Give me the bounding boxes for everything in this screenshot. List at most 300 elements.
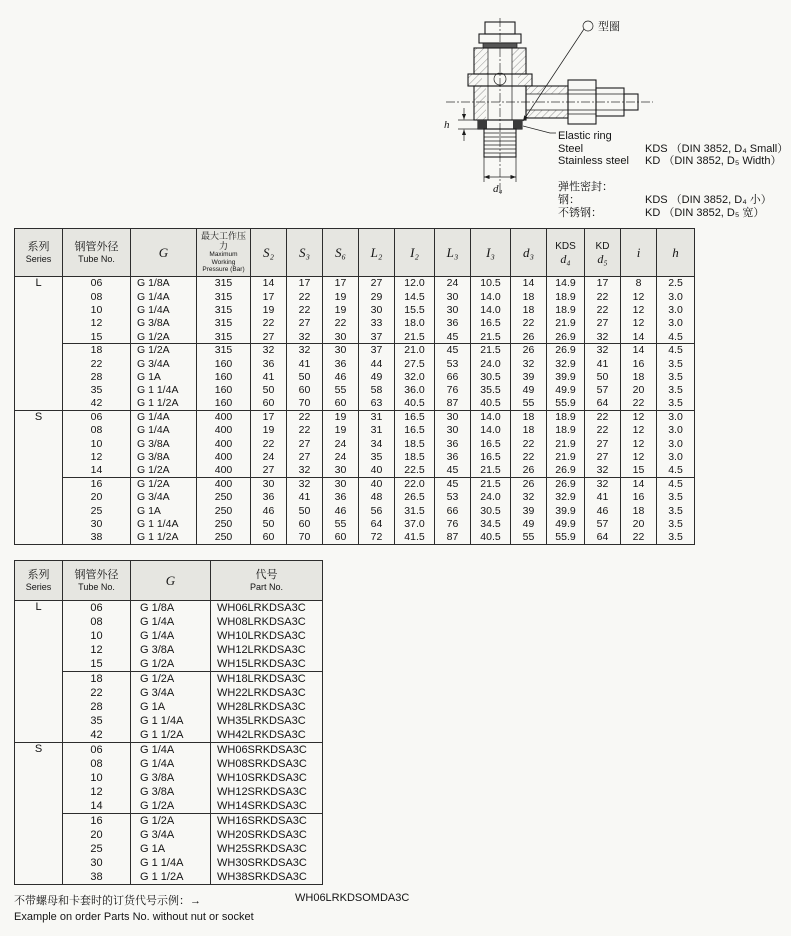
- col-l2: L₂: [359, 229, 395, 277]
- port-hatch: [526, 86, 568, 94]
- table-row: [15, 477, 695, 490]
- cell: 14.9: [547, 277, 585, 290]
- cell: 38: [63, 531, 131, 544]
- cell: 22: [287, 290, 323, 303]
- cell: 17: [323, 277, 359, 290]
- cell: 66: [435, 370, 471, 383]
- cell: 315: [197, 330, 251, 343]
- cell: 3.5: [657, 531, 695, 544]
- cell: 35: [359, 451, 395, 464]
- cell: 12: [621, 317, 657, 330]
- cell: 41: [251, 370, 287, 383]
- cell: 4.5: [657, 343, 695, 356]
- col-d3: d₃: [511, 229, 547, 277]
- body-hatch: [474, 86, 486, 120]
- cell: G 3/4A: [131, 686, 211, 700]
- cell: 27: [287, 437, 323, 450]
- cell: 315: [197, 343, 251, 356]
- cell: 3.0: [657, 290, 695, 303]
- col-series: 系列 Series: [15, 561, 63, 601]
- cell: 17: [585, 277, 621, 290]
- cell: 32.0: [395, 370, 435, 383]
- cell: 60: [251, 531, 287, 544]
- cell: 12: [63, 317, 131, 330]
- cell: 53: [435, 491, 471, 504]
- cell: 37.0: [395, 518, 435, 531]
- table-row: [15, 491, 695, 504]
- cell: 30: [323, 330, 359, 343]
- cell: G 1/4A: [131, 757, 211, 771]
- cell: 30: [323, 343, 359, 356]
- label-elastic-seal-cn: 弹性密封：: [558, 181, 613, 193]
- cell: 49: [359, 370, 395, 383]
- o-ring-symbol: [583, 21, 593, 31]
- cell: 36: [251, 491, 287, 504]
- cell: 22: [287, 410, 323, 423]
- cell: 08: [63, 615, 131, 629]
- cell: 45: [435, 330, 471, 343]
- cell: 10.5: [471, 277, 511, 290]
- cell: 250: [197, 531, 251, 544]
- cell: 18: [621, 504, 657, 517]
- cell: 16: [63, 477, 131, 490]
- table-row: [15, 290, 695, 303]
- cell: G 1 1/4A: [131, 714, 211, 728]
- cell: 41.5: [395, 531, 435, 544]
- table-row: [15, 330, 695, 343]
- cell: 46: [323, 370, 359, 383]
- cell: 18.9: [547, 303, 585, 316]
- col-i2: I₂: [395, 229, 435, 277]
- cell: 49.9: [547, 518, 585, 531]
- table-row: [15, 317, 695, 330]
- cell: 42: [63, 728, 131, 742]
- cell: 55: [511, 397, 547, 410]
- table-row: [15, 277, 695, 290]
- cell: 22: [63, 686, 131, 700]
- cell: 18.9: [547, 290, 585, 303]
- cell: 30: [63, 518, 131, 531]
- cell: 26: [511, 330, 547, 343]
- h-dimension-label: h: [444, 119, 450, 131]
- cell: 14: [251, 277, 287, 290]
- cell: 28: [63, 370, 131, 383]
- cell: 32: [287, 464, 323, 477]
- cell: 87: [435, 531, 471, 544]
- cell: 87: [435, 397, 471, 410]
- cell: G 3/8A: [131, 451, 197, 464]
- label-kd-cn: KD （DIN 3852, D₅ 宽）: [645, 207, 765, 219]
- cell: 16.5: [395, 424, 435, 437]
- cell: 32: [585, 330, 621, 343]
- cell: 21.9: [547, 437, 585, 450]
- label-stainless-en: Stainless steel: [558, 155, 629, 167]
- cell: 18: [511, 290, 547, 303]
- cell: 20: [621, 518, 657, 531]
- cell: 17: [287, 277, 323, 290]
- cell: 35.5: [471, 384, 511, 397]
- cell: 72: [359, 531, 395, 544]
- cell: G 1/2A: [131, 330, 197, 343]
- cell: G 1/4A: [131, 742, 211, 756]
- cell: 3.5: [657, 518, 695, 531]
- cell: 40.5: [471, 397, 511, 410]
- cell: 15: [63, 330, 131, 343]
- part-number-table: [14, 560, 323, 885]
- label-kds-cn: KDS （DIN 3852, D₄ 小）: [645, 194, 772, 206]
- cell: 57: [585, 518, 621, 531]
- cell: G 1 1/2A: [131, 728, 211, 742]
- cell: 70: [287, 531, 323, 544]
- cell: 315: [197, 290, 251, 303]
- cell: 14.0: [471, 290, 511, 303]
- cell: 160: [197, 370, 251, 383]
- cell: 46: [585, 504, 621, 517]
- body-hatch: [474, 48, 488, 74]
- cell: WH38SRKDSA3C: [211, 870, 323, 884]
- d4-dimension-label: d₄: [493, 183, 503, 195]
- cell: 48: [359, 491, 395, 504]
- cell: G 3/8A: [131, 437, 197, 450]
- cell: 27: [251, 464, 287, 477]
- cell: 18: [511, 410, 547, 423]
- cell: G 3/4A: [131, 491, 197, 504]
- cell: 55.9: [547, 397, 585, 410]
- cell: 16: [63, 813, 131, 827]
- cell: 30.5: [471, 504, 511, 517]
- cell: 4.5: [657, 464, 695, 477]
- cell: G 3/8A: [131, 317, 197, 330]
- cell: 38: [63, 870, 131, 884]
- cell: 55: [323, 518, 359, 531]
- cell: 30: [435, 424, 471, 437]
- cell: 32: [585, 477, 621, 490]
- cell: 41: [287, 491, 323, 504]
- cell: 30: [435, 303, 471, 316]
- label-kd-en: KD （DIN 3852, D₅ Width）: [645, 155, 782, 167]
- cell: 18.5: [395, 437, 435, 450]
- cell: WH12LRKDSA3C: [211, 643, 323, 657]
- cell: 70: [287, 397, 323, 410]
- cell: 24: [435, 277, 471, 290]
- cell: 20: [63, 828, 131, 842]
- cell: WH35LRKDSA3C: [211, 714, 323, 728]
- col-max-pressure: 最大工作压力 Maximum Working Pressure (Bar): [197, 229, 251, 277]
- series-cell: S: [15, 742, 63, 884]
- cell: 3.5: [657, 397, 695, 410]
- cell: 06: [63, 601, 131, 615]
- cell: 50: [251, 518, 287, 531]
- cell: 22: [621, 397, 657, 410]
- cell: 160: [197, 384, 251, 397]
- cell: 14.0: [471, 303, 511, 316]
- cell: 10: [63, 629, 131, 643]
- port-hatch: [526, 110, 568, 118]
- col-s6: S₆: [323, 229, 359, 277]
- cell: 36.0: [395, 384, 435, 397]
- cell: G 1A: [131, 842, 211, 856]
- cell: G 1/4A: [131, 410, 197, 423]
- cell: 12: [621, 437, 657, 450]
- cell: G 1 1/2A: [131, 870, 211, 884]
- cell: 12: [621, 424, 657, 437]
- cell: 16.5: [471, 317, 511, 330]
- cell: 39.9: [547, 370, 585, 383]
- table-row: [15, 424, 695, 437]
- label-steel-en: Steel: [558, 143, 584, 155]
- cell: G 1 1/2A: [131, 397, 197, 410]
- cell: 31.5: [395, 504, 435, 517]
- cell: 14: [63, 464, 131, 477]
- series-cell: L: [15, 277, 63, 411]
- cell: 3.5: [657, 370, 695, 383]
- cell: G 1/4A: [131, 303, 197, 316]
- cell: 27: [585, 317, 621, 330]
- cell: 3.0: [657, 437, 695, 450]
- cell: 76: [435, 518, 471, 531]
- cell: 400: [197, 410, 251, 423]
- cell: 57: [585, 384, 621, 397]
- cell: 26: [511, 464, 547, 477]
- cell: G 1/2A: [131, 477, 197, 490]
- cell: 30.5: [471, 370, 511, 383]
- cell: 37: [359, 330, 395, 343]
- cell: G 1/4A: [131, 629, 211, 643]
- cell: 42: [63, 397, 131, 410]
- cell: WH20SRKDSA3C: [211, 828, 323, 842]
- cell: 22: [323, 317, 359, 330]
- table-row: [15, 504, 695, 517]
- cell: 24: [251, 451, 287, 464]
- cell: 22: [511, 317, 547, 330]
- cell: G 1/2A: [131, 343, 197, 356]
- cell: 27: [359, 277, 395, 290]
- cell: WH28LRKDSA3C: [211, 700, 323, 714]
- table-row: [15, 410, 695, 423]
- cell: 22.0: [395, 477, 435, 490]
- table-row: [15, 451, 695, 464]
- cell: 40.5: [471, 531, 511, 544]
- cell: 18: [511, 303, 547, 316]
- cell: WH12SRKDSA3C: [211, 785, 323, 799]
- spec-table: [14, 228, 695, 545]
- cell: 3.0: [657, 410, 695, 423]
- cell: 3.0: [657, 424, 695, 437]
- cell: 20: [63, 491, 131, 504]
- cell: 3.5: [657, 357, 695, 370]
- cell: 64: [359, 518, 395, 531]
- series-cell: L: [15, 601, 63, 743]
- cell: 19: [323, 290, 359, 303]
- cell: 315: [197, 277, 251, 290]
- cell: 25: [63, 504, 131, 517]
- cell: 22: [511, 451, 547, 464]
- cell: 55: [323, 384, 359, 397]
- cell: 30: [323, 477, 359, 490]
- cell: 4.5: [657, 330, 695, 343]
- cell: 15: [621, 464, 657, 477]
- cell: 18.9: [547, 410, 585, 423]
- cell: 14: [621, 477, 657, 490]
- cell: 18: [511, 424, 547, 437]
- col-kds-d4: KDS d₄: [547, 229, 585, 277]
- cell: 14: [63, 799, 131, 813]
- cell: 27.5: [395, 357, 435, 370]
- cell: 22: [287, 303, 323, 316]
- cell: 20: [621, 384, 657, 397]
- cell: G 1 1/4A: [131, 518, 197, 531]
- cell: 17: [251, 410, 287, 423]
- cell: 26.9: [547, 330, 585, 343]
- cell: 29: [359, 290, 395, 303]
- cell: 39: [511, 370, 547, 383]
- cell: G 1A: [131, 504, 197, 517]
- cell: 30: [251, 477, 287, 490]
- cell: 30: [435, 410, 471, 423]
- cell: 250: [197, 518, 251, 531]
- cell: 26.5: [395, 491, 435, 504]
- cell: 08: [63, 757, 131, 771]
- table-row: [15, 437, 695, 450]
- cell: 12: [63, 451, 131, 464]
- cell: 14.5: [395, 290, 435, 303]
- cell: 21.9: [547, 451, 585, 464]
- cell: 46: [251, 504, 287, 517]
- cell: 26.9: [547, 464, 585, 477]
- table-row: [15, 601, 323, 615]
- order-example-code: WH06LRKDSOMDA3C: [295, 892, 410, 904]
- cell: 06: [63, 742, 131, 756]
- cell: G 1A: [131, 370, 197, 383]
- table-row: [15, 370, 695, 383]
- series-cell: S: [15, 410, 63, 544]
- cell: G 1 1/2A: [131, 531, 197, 544]
- cell: 21.5: [471, 330, 511, 343]
- cell: 10: [63, 437, 131, 450]
- cell: G 3/8A: [131, 643, 211, 657]
- cell: 34.5: [471, 518, 511, 531]
- cell: 18.5: [395, 451, 435, 464]
- cell: WH08SRKDSA3C: [211, 757, 323, 771]
- cell: 22: [585, 410, 621, 423]
- cell: 36: [251, 357, 287, 370]
- cell: 19: [323, 424, 359, 437]
- cell: 400: [197, 437, 251, 450]
- cell: 30: [435, 290, 471, 303]
- cell: 49: [511, 384, 547, 397]
- cell: 64: [585, 531, 621, 544]
- order-example: [14, 892, 754, 923]
- cell: 64: [585, 397, 621, 410]
- cell: 22: [251, 317, 287, 330]
- cell: 27: [585, 437, 621, 450]
- cell: G 1/8A: [131, 601, 211, 615]
- cell: G 3/8A: [131, 771, 211, 785]
- cell: 32.9: [547, 357, 585, 370]
- cell: 36: [323, 491, 359, 504]
- cell: WH08LRKDSA3C: [211, 615, 323, 629]
- cell: 22: [585, 303, 621, 316]
- cell: 27: [251, 330, 287, 343]
- cell: 36: [435, 317, 471, 330]
- cell: 14.0: [471, 410, 511, 423]
- cell: 250: [197, 491, 251, 504]
- col-tube-no: 钢管外径 Tube No.: [63, 229, 131, 277]
- cap-washer: [483, 43, 517, 48]
- cell: 60: [287, 518, 323, 531]
- table-row: [15, 384, 695, 397]
- cell: 24.0: [471, 491, 511, 504]
- order-note-en: Example on order Parts No. without nut or socket: [14, 911, 254, 923]
- cell: 55: [511, 531, 547, 544]
- cell: 17: [251, 290, 287, 303]
- table-row: [15, 518, 695, 531]
- cell: 36: [435, 451, 471, 464]
- cell: 16.5: [395, 410, 435, 423]
- cell: G 3/4A: [131, 828, 211, 842]
- cell: WH25SRKDSA3C: [211, 842, 323, 856]
- cell: 12: [621, 410, 657, 423]
- cell: 19: [251, 303, 287, 316]
- col-i: i: [621, 229, 657, 277]
- cell: 315: [197, 317, 251, 330]
- cell: 45: [435, 464, 471, 477]
- cell: 40.5: [395, 397, 435, 410]
- table-row: [15, 397, 695, 410]
- flange-hatch: [468, 74, 482, 86]
- cell: 3.5: [657, 504, 695, 517]
- cell: 06: [63, 277, 131, 290]
- cell: 22: [585, 290, 621, 303]
- col-s2: S₂: [251, 229, 287, 277]
- cell: 3.0: [657, 303, 695, 316]
- cell: 12: [621, 451, 657, 464]
- cell: 21.0: [395, 343, 435, 356]
- seal-section: [478, 120, 487, 129]
- cell: 160: [197, 357, 251, 370]
- cell: G 1/8A: [131, 277, 197, 290]
- cell: 34: [359, 437, 395, 450]
- cell: 32: [287, 343, 323, 356]
- cell: 24: [323, 451, 359, 464]
- cell: 21.5: [395, 330, 435, 343]
- cell: G 1/2A: [131, 464, 197, 477]
- cell: 3.5: [657, 491, 695, 504]
- table-row: [15, 343, 695, 356]
- cell: 15: [63, 657, 131, 671]
- cell: G 1A: [131, 700, 211, 714]
- cell: 22: [511, 437, 547, 450]
- cell: 30: [323, 464, 359, 477]
- cell: 16.5: [471, 451, 511, 464]
- cell: WH10LRKDSA3C: [211, 629, 323, 643]
- cell: 46: [323, 504, 359, 517]
- cell: 400: [197, 477, 251, 490]
- cell: 18.9: [547, 424, 585, 437]
- cell: 53: [435, 357, 471, 370]
- cell: G 1/4A: [131, 424, 197, 437]
- cell: 22: [585, 424, 621, 437]
- cell: 22.5: [395, 464, 435, 477]
- cell: 21.5: [471, 343, 511, 356]
- cell: WH06SRKDSA3C: [211, 742, 323, 756]
- cell: 32: [511, 357, 547, 370]
- cell: 21.5: [471, 477, 511, 490]
- cell: 250: [197, 504, 251, 517]
- cell: 26: [511, 477, 547, 490]
- col-g: G: [131, 229, 197, 277]
- cell: 45: [435, 477, 471, 490]
